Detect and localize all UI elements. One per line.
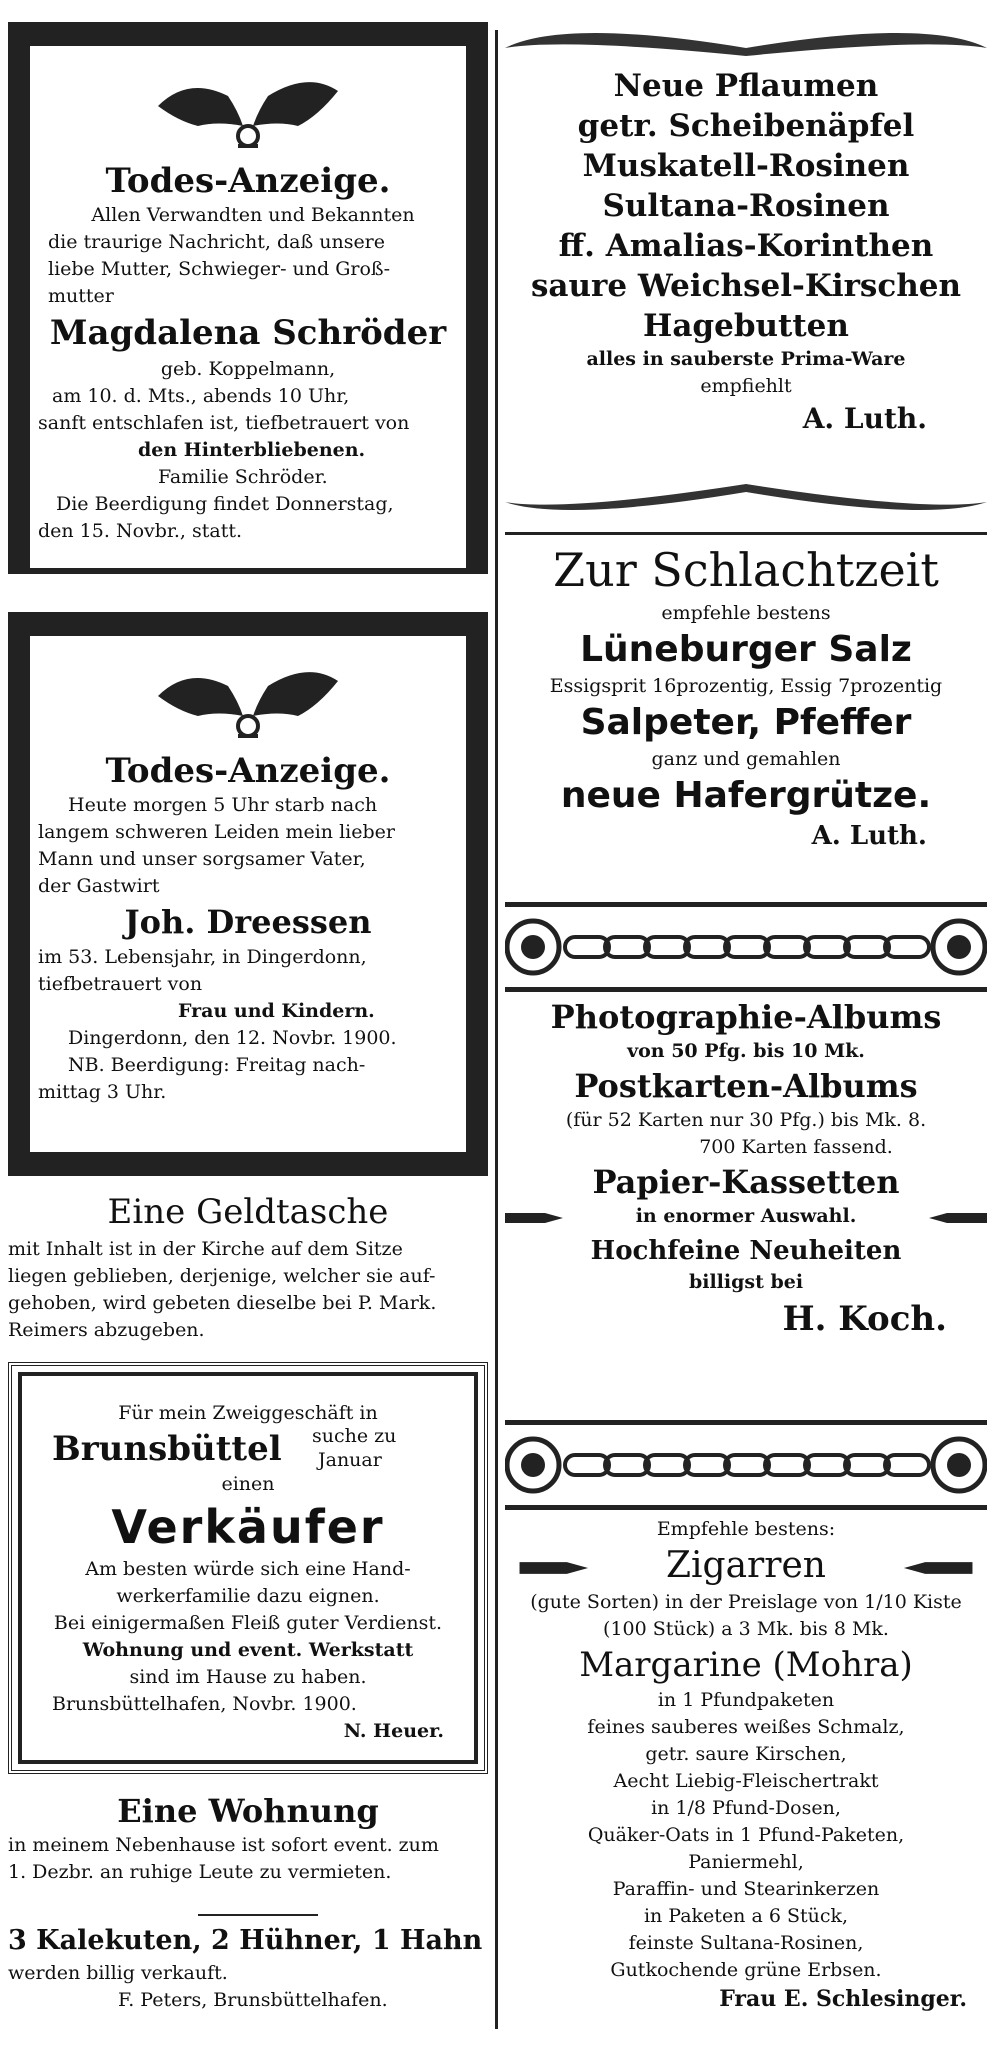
ad-signature: A. Luth. — [811, 821, 927, 851]
ad-line: billigst bei — [688, 1271, 804, 1293]
ad-line: Für mein Zweiggeschäft in — [118, 1402, 378, 1424]
job-ad-verkaeufer — [8, 1362, 488, 1774]
groceries-ad — [505, 1516, 987, 2014]
right-column — [505, 0, 987, 2049]
deceased-name: Magdalena Schröder — [49, 313, 447, 353]
ad-signature: A. Luth. — [802, 402, 927, 435]
product-item: Neue Pflaumen — [613, 68, 879, 104]
ad-title: Eine Wohnung — [117, 1792, 379, 1830]
notice-line: der Gastwirt — [38, 875, 160, 897]
ad-signature: F. Peters, Brunsbüttelhafen. — [118, 1989, 388, 2011]
notice-date: Dingerdonn, den 12. Novbr. 1900. — [68, 1027, 397, 1049]
notice-line: Heute morgen 5 Uhr starb nach — [68, 794, 378, 816]
left-column — [8, 0, 488, 2049]
ad-line: in enormer Auswahl. — [635, 1205, 857, 1227]
ad-line: empfehle bestens — [661, 602, 831, 624]
ad-title: 3 Kalekuten, 2 Hühner, 1 Hahn — [8, 1925, 483, 1956]
product-item: Margarine (Mohra) — [579, 1645, 913, 1685]
notice-line: die traurige Nachricht, daß unsere — [48, 231, 386, 253]
product-item: Zigarren — [666, 1545, 826, 1586]
ad-line: (für 52 Karten nur 30 Pfg.) bis Mk. 8. — [565, 1109, 927, 1131]
poultry-ad — [8, 1922, 488, 2014]
notice-signature: Frau und Kindern. — [178, 1000, 375, 1022]
ad-signature: N. Heuer. — [343, 1720, 444, 1742]
notice-line: am 10. d. Mts., abends 10 Uhr, — [52, 385, 350, 407]
ad-line: in meinem Nebenhause ist sofort event. zum — [8, 1834, 439, 1856]
pointing-hand-left-icon — [927, 1207, 987, 1229]
ad-line: empfiehlt — [700, 375, 792, 397]
ad-line: Aecht Liebig-Fleischertrakt — [613, 1770, 879, 1792]
eagle-ornament-icon — [148, 656, 348, 746]
ad-line: mit Inhalt ist in der Kirche auf dem Sitze — [8, 1238, 403, 1260]
ad-line: Paniermehl, — [688, 1851, 804, 1873]
notice-line: mutter — [48, 285, 114, 307]
ad-line: Quäker-Oats in 1 Pfund-Paketen, — [587, 1824, 905, 1846]
product-item: Papier-Kassetten — [592, 1163, 900, 1201]
ad-signature: Frau E. Schlesinger. — [719, 1986, 967, 2012]
deceased-name: Joh. Dreessen — [124, 903, 372, 941]
ad-line: (100 Stück) a 3 Mk. bis 8 Mk. — [603, 1618, 889, 1640]
ad-line: Reimers abzugeben. — [8, 1319, 205, 1341]
chain-border — [505, 902, 987, 992]
ad-line: Brunsbüttelhafen, Novbr. 1900. — [52, 1693, 357, 1715]
death-notice-schroeder — [8, 22, 488, 574]
ad-line: Januar — [318, 1449, 382, 1471]
column-divider — [495, 30, 498, 2029]
ad-line: (gute Sorten) in der Preislage von 1/10 Kiste — [530, 1591, 962, 1613]
lost-wallet-ad — [8, 1188, 488, 1344]
pointing-hand-right-icon — [515, 1555, 595, 1581]
funeral-note: Die Beerdigung findet Donnerstag, — [56, 493, 394, 515]
ad-title: Zur Schlachtzeit — [553, 543, 939, 597]
funeral-note: den 15. Novbr., statt. — [38, 520, 243, 542]
notice-line: liebe Mutter, Schwieger- und Groß- — [48, 258, 391, 280]
notice-line: im 53. Lebensjahr, in Dingerdonn, — [38, 946, 367, 968]
ornament-top-icon — [505, 18, 987, 58]
ad-line: sind im Hause zu haben. — [129, 1666, 367, 1688]
ad-line: Wohnung und event. Werkstatt — [82, 1639, 414, 1661]
product-item: Postkarten-Albums — [574, 1067, 918, 1105]
pointing-hand-right-icon — [505, 1207, 565, 1229]
ornament-bottom-icon — [505, 482, 987, 522]
ad-line: in 1/8 Pfund-Dosen, — [651, 1797, 841, 1819]
ad-line: ganz und gemahlen — [651, 748, 841, 770]
town-name: Brunsbüttel — [52, 1429, 282, 1469]
notice-line: langem schweren Leiden mein lieber — [38, 821, 395, 843]
apartment-ad — [8, 1790, 488, 1886]
pointing-hand-left-icon — [897, 1555, 977, 1581]
death-notice-dreessen — [8, 612, 488, 1176]
product-item: Muskatell-Rosinen — [582, 148, 910, 184]
product-item: getr. Scheibenäpfel — [577, 108, 915, 144]
ad-line: Empfehle bestens: — [656, 1518, 836, 1540]
funeral-note: mittag 3 Uhr. — [38, 1081, 167, 1103]
product-item: Photographie-Albums — [550, 998, 942, 1036]
funeral-note: NB. Beerdigung: Freitag nach- — [68, 1054, 366, 1076]
product-item: neue Hafergrütze. — [560, 775, 932, 816]
ad-line: gehoben, wird gebeten dieselbe bei P. Mark. — [8, 1292, 437, 1314]
ad-line: in 1 Pfundpaketen — [657, 1689, 835, 1711]
ad-line: von 50 Pfg. bis 10 Mk. — [627, 1040, 865, 1062]
notice-title: Todes-Anzeige. — [105, 751, 391, 791]
product-item: Hochfeine Neuheiten — [590, 1236, 902, 1266]
ad-line: suche zu — [312, 1425, 397, 1447]
notice-line: tiefbetrauert von — [38, 973, 203, 995]
maiden-name: geb. Koppelmann, — [160, 358, 336, 380]
notice-signature: Familie Schröder. — [158, 466, 328, 488]
product-item: Sultana-Rosinen — [602, 188, 890, 224]
product-item: Hagebutten — [643, 308, 849, 344]
ad-title: Eine Geldtasche — [107, 1192, 389, 1232]
ad-line: einen — [221, 1473, 275, 1495]
eagle-ornament-icon — [148, 66, 348, 156]
product-item: ff. Amalias-Korinthen — [558, 228, 934, 264]
ad-signature: H. Koch. — [782, 1299, 947, 1339]
dried-fruit-ad — [505, 66, 987, 438]
notice-title: Todes-Anzeige. — [105, 161, 391, 201]
ad-line: 1. Dezbr. an ruhige Leute zu vermieten. — [8, 1861, 392, 1883]
ad-line: getr. saure Kirschen, — [645, 1743, 847, 1765]
ad-line: in Paketen a 6 Stück, — [643, 1905, 849, 1927]
ad-title: Verkäufer — [111, 1500, 385, 1554]
chain-ornament-icon — [505, 1425, 987, 1505]
ad-line: Bei einigermaßen Fleiß guter Verdienst. — [53, 1612, 443, 1634]
ad-line: liegen geblieben, derjenige, welcher sie auf- — [8, 1265, 436, 1287]
chain-ornament-icon — [505, 907, 987, 987]
ad-line: alles in sauberste Prima-Ware — [586, 348, 906, 370]
notice-line: sanft entschlafen ist, tiefbetrauert von — [38, 412, 410, 434]
chain-border — [505, 1420, 987, 1510]
butchering-ad — [505, 540, 987, 853]
notice-line: Allen Verwandten und Bekannten — [91, 204, 415, 226]
ad-line: feines sauberes weißes Schmalz, — [587, 1716, 905, 1738]
product-item: Lüneburger Salz — [580, 629, 912, 670]
product-item: saure Weichsel-Kirschen — [530, 268, 962, 304]
ad-line: 700 Karten fassend. — [699, 1136, 893, 1158]
ad-line: werkerfamilie dazu eignen. — [116, 1585, 380, 1607]
product-item: Salpeter, Pfeffer — [580, 702, 912, 743]
ad-line: Essigsprit 16prozentig, Essig 7prozentig — [549, 675, 943, 697]
ad-line: Paraffin- und Stearinkerzen — [612, 1878, 880, 1900]
ad-line: Gutkochende grüne Erbsen. — [610, 1959, 882, 1981]
notice-line: Mann und unser sorgsamer Vater, — [38, 848, 366, 870]
ad-line: werden billig verkauft. — [8, 1962, 228, 1984]
albums-ad — [505, 996, 987, 1342]
ad-line: feinste Sultana-Rosinen, — [628, 1932, 864, 1954]
ad-line: Am besten würde sich eine Hand- — [85, 1558, 411, 1580]
notice-signature: den Hinterbliebenen. — [138, 439, 366, 461]
